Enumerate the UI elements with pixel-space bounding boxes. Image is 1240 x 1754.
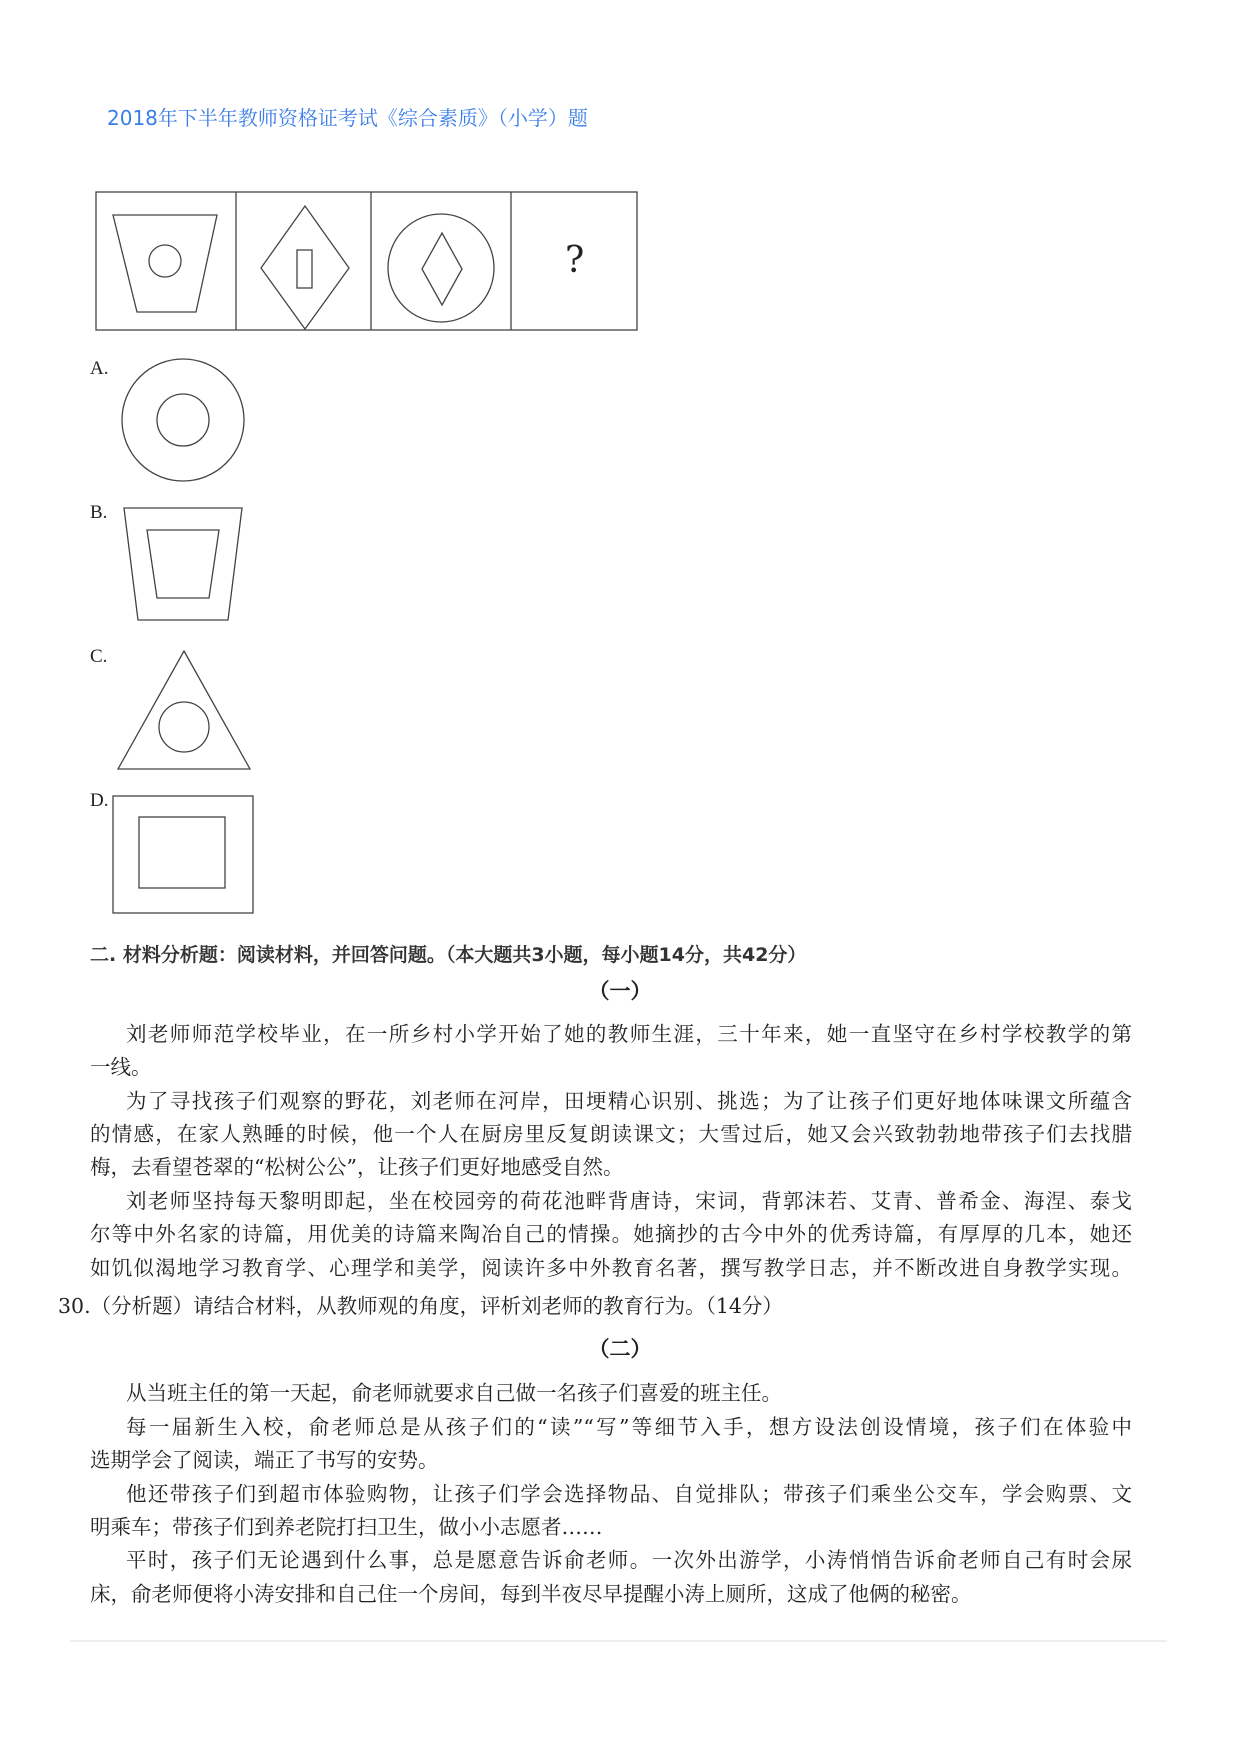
- section-header: 二. 材料分析题：阅读材料，并回答问题。（本大题共3小题，每小题14分，共42分）: [90, 944, 807, 966]
- sequence-box: [96, 192, 637, 330]
- part1-heading: （一）: [588, 978, 652, 1003]
- option-c-label: C.: [90, 646, 108, 667]
- part2-heading: （二）: [588, 1336, 652, 1361]
- question-mark: ?: [565, 240, 585, 281]
- diamond-shape: [261, 206, 349, 329]
- option-b-figure: [124, 508, 242, 620]
- circle-shape: [388, 214, 494, 322]
- question-30: 30.（分析题）请结合材料，从教师观的角度，评析刘老师的教育行为。（14分）: [58, 1294, 783, 1318]
- text-line: 床，俞老师便将小涛安排和自己住一个房间，每到半夜尽早提醒小涛上厕所，这成了他俩的秘密。: [90, 1582, 972, 1606]
- text-line: 梅，去看望苍翠的“松树公公”，让孩子们更好地感受自然。: [90, 1155, 624, 1179]
- option-b-label: B.: [90, 502, 108, 523]
- text-line: 为了寻找孩子们观察的野花，刘老师在河岸，田埂精心识别、挑选；为了让孩子们更好地体味课文所蕴含: [126, 1089, 1132, 1113]
- text-line: 一线。: [90, 1055, 152, 1079]
- text-line: 如饥似渴地学习教育学、心理学和美学，阅读许多中外教育名著，撰写教学日志，并不断改进自身教学实现。: [90, 1256, 1132, 1280]
- option-d-figure: [113, 796, 253, 913]
- text-line: 尔等中外名家的诗篇，用优美的诗篇来陶冶自己的情操。她摘抄的古今中外的优秀诗篇，有厚厚的几本，她还: [90, 1222, 1132, 1246]
- document-title: 2018年下半年教师资格证考试《综合素质》（小学）题: [107, 106, 588, 130]
- option-a-label: A.: [90, 358, 109, 379]
- diamond-shape: [422, 233, 462, 305]
- option-d-label: D.: [90, 790, 109, 811]
- trapezoid-shape: [113, 215, 217, 312]
- text-line: 他还带孩子们到超市体验购物，让孩子们学会选择物品、自觉排队；带孩子们乘坐公交车，学会购票、文: [126, 1482, 1132, 1506]
- text-line: 选期学会了阅读，端正了书写的安势。: [90, 1448, 439, 1472]
- text-line: 平时，孩子们无论遇到什么事，总是愿意告诉俞老师。一次外出游学，小涛悄悄告诉俞老师自己有时会尿: [126, 1548, 1132, 1572]
- text-line: 刘老师坚持每天黎明即起，坐在校园旁的荷花池畔背唐诗，宋词，背郭沫若、艾青、普希金、海涅、泰戈: [126, 1189, 1132, 1213]
- text-line: 从当班主任的第一天起，俞老师就要求自己做一名孩子们喜爱的班主任。: [126, 1381, 782, 1405]
- text-line: 的情感，在家人熟睡的时候，他一个人在厨房里反复朗读课文；大雪过后，她又会兴致勃勃地带孩子们去找腊: [90, 1122, 1132, 1146]
- page-divider: [70, 1640, 1167, 1642]
- circle-shape: [149, 245, 181, 277]
- text-line: 刘老师师范学校毕业，在一所乡村小学开始了她的教师生涯，三十年来，她一直坚守在乡村学校教学的第: [126, 1022, 1132, 1046]
- option-c-figure: [118, 651, 250, 769]
- text-line: 每一届新生入校，俞老师总是从孩子们的“读”“写”等细节入手，想方设法创设情境，孩子们在体验中: [126, 1415, 1132, 1439]
- text-line: 明乘车；带孩子们到养老院打扫卫生，做小小志愿者……: [90, 1515, 603, 1539]
- option-a-figure: [122, 359, 244, 481]
